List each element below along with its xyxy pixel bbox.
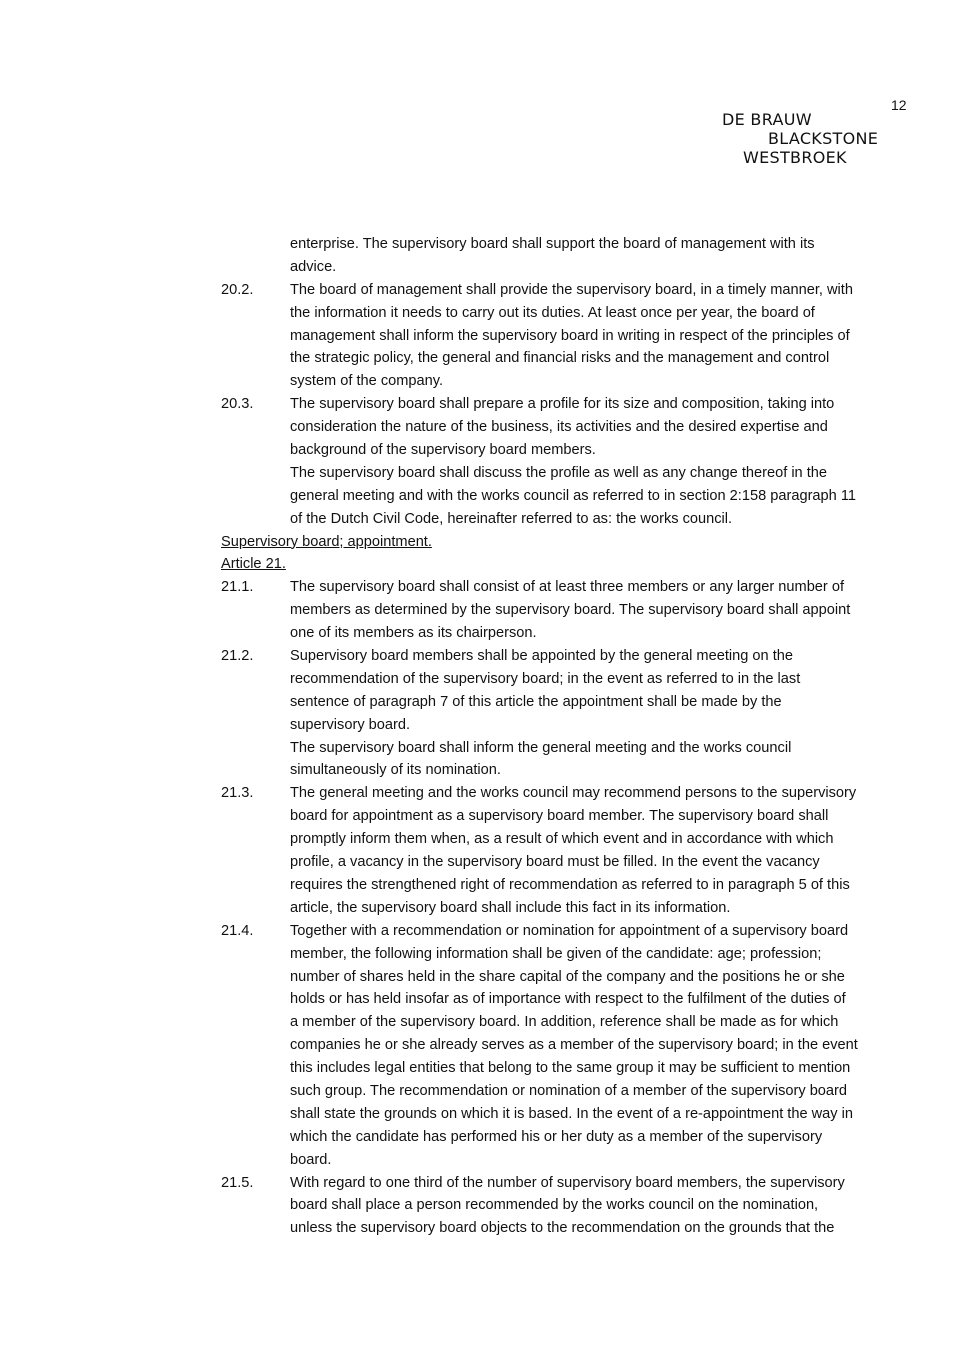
paragraph-text: one of its members as its chairperson. — [290, 625, 537, 642]
paragraph-line — [221, 966, 916, 989]
paragraph-line — [221, 1057, 916, 1080]
paragraph-text: promptly inform them when, as a result of which event and in accordance with which — [290, 831, 834, 848]
paragraph-line — [221, 622, 916, 645]
paragraph-text: a member of the supervisory board. In addition, reference shall be made as for which — [290, 1014, 839, 1031]
paragraph-text: sentence of paragraph 7 of this article the appointment shall be made by the — [290, 693, 782, 710]
paragraph-text: general meeting and with the works council as referred to in section 2:158 paragraph 11 — [290, 487, 856, 504]
paragraph-line — [221, 1080, 916, 1103]
paragraph-number: 21.3. — [221, 785, 254, 802]
paragraph-text: board for appointment as a supervisory board member. The supervisory board shall — [290, 808, 829, 825]
paragraph-line — [221, 370, 916, 393]
paragraph-text: which the candidate has performed his or her duty as a member of the supervisory — [290, 1128, 823, 1145]
paragraph-text: members as determined by the supervisory board. The supervisory board shall appoint — [290, 602, 851, 619]
numbered-paragraph-line — [221, 279, 916, 302]
paragraph-number: 21.1. — [221, 579, 254, 596]
paragraph-line — [221, 485, 916, 508]
paragraph-text: supervisory board. — [290, 716, 411, 733]
paragraph-text: background of the supervisory board members. — [290, 442, 596, 459]
firm-logo — [722, 110, 878, 167]
section-heading-text: Article 21. — [221, 556, 286, 573]
paragraph-line — [221, 1126, 916, 1149]
numbered-paragraph-line — [221, 920, 916, 943]
paragraph-text: The board of management shall provide the supervisory board, in a timely manner, with — [290, 281, 853, 298]
paragraph-text: the information it needs to carry out its duties. At least once per year, the board of — [290, 304, 815, 321]
paragraph-text: With regard to one third of the number of supervisory board members, the supervisory — [290, 1174, 845, 1191]
paragraph-line — [221, 714, 916, 737]
section-heading — [221, 531, 916, 554]
paragraph-line — [221, 874, 916, 897]
paragraph-line — [221, 851, 916, 874]
document-body — [221, 233, 916, 1240]
paragraph-number: 20.2. — [221, 281, 254, 298]
numbered-paragraph-line — [221, 782, 916, 805]
paragraph-text: consideration the nature of the business, its activities and the desired expertise and — [290, 419, 828, 436]
paragraph-line — [221, 439, 916, 462]
paragraph-line — [221, 1194, 916, 1217]
paragraph-line — [221, 805, 916, 828]
paragraph-line — [221, 1011, 916, 1034]
paragraph-text: article, the supervisory board shall include this fact in its information. — [290, 899, 731, 916]
paragraph-text: companies he or she already serves as a member of the supervisory board; in the event — [290, 1037, 858, 1054]
paragraph-number: 21.5. — [221, 1174, 254, 1191]
paragraph-line — [221, 302, 916, 325]
paragraph-text: The general meeting and the works council may recommend persons to the supervisory — [290, 785, 857, 802]
paragraph-text: management shall inform the supervisory board in writing in respect of the principles of — [290, 327, 850, 344]
numbered-paragraph-line — [221, 576, 916, 599]
paragraph-line — [221, 1103, 916, 1126]
paragraph-text: unless the supervisory board objects to the recommendation on the grounds that the — [290, 1220, 835, 1237]
paragraph-line — [221, 233, 916, 256]
section-heading — [221, 553, 916, 576]
paragraph-number: 20.3. — [221, 396, 254, 413]
paragraph-line — [221, 256, 916, 279]
paragraph-line — [221, 347, 916, 370]
paragraph-number: 21.2. — [221, 648, 254, 665]
numbered-paragraph-line — [221, 393, 916, 416]
paragraph-text: board shall place a person recommended by the works council on the nomination, — [290, 1197, 819, 1214]
logo-line-2: BLACKSTONE — [768, 129, 879, 148]
paragraph-line — [221, 759, 916, 782]
paragraph-text: The supervisory board shall discuss the profile as well as any change thereof in the — [290, 464, 828, 481]
paragraph-line — [221, 897, 916, 920]
section-heading-text: Supervisory board; appointment. — [221, 533, 432, 550]
paragraph-line — [221, 1034, 916, 1057]
paragraph-text: holds or has held insofar as of importance with respect to the fulfilment of the duties of — [290, 991, 846, 1008]
paragraph-text: The supervisory board shall inform the general meeting and the works council — [290, 739, 792, 756]
paragraph-line — [221, 1149, 916, 1172]
paragraph-text: shall state the grounds on which it is based. In the event of a re-appointment the way in — [290, 1105, 854, 1122]
paragraph-line — [221, 462, 916, 485]
paragraph-text: recommendation of the supervisory board; in the event as referred to in the last — [290, 670, 801, 687]
paragraph-text: The supervisory board shall prepare a profile for its size and composition, taking into — [290, 396, 835, 413]
paragraph-number: 21.4. — [221, 922, 254, 939]
paragraph-line — [221, 416, 916, 439]
paragraph-line — [221, 691, 916, 714]
paragraph-line — [221, 668, 916, 691]
paragraph-line — [221, 599, 916, 622]
paragraph-line — [221, 1217, 916, 1240]
paragraph-text: Together with a recommendation or nomination for appointment of a supervisory board — [290, 922, 849, 939]
paragraph-line — [221, 325, 916, 348]
paragraph-text: of the Dutch Civil Code, hereinafter referred to as: the works council. — [290, 510, 733, 527]
numbered-paragraph-line — [221, 645, 916, 668]
paragraph-text: this includes legal entities that belong to the same group it may be sufficient to mention — [290, 1060, 851, 1077]
paragraph-line — [221, 508, 916, 531]
paragraph-text: number of shares held in the share capital of the company and the positions he or she — [290, 968, 845, 985]
paragraph-text: requires the strengthened right of recommendation as referred to in paragraph 5 of this — [290, 876, 850, 893]
logo-line-1: DE BRAUW — [722, 110, 812, 129]
paragraph-text: enterprise. The supervisory board shall support the board of management with its — [290, 236, 815, 252]
paragraph-text: Supervisory board members shall be appointed by the general meeting on the — [290, 648, 793, 665]
paragraph-text: system of the company. — [290, 373, 444, 390]
paragraph-line — [221, 943, 916, 966]
paragraph-line — [221, 737, 916, 760]
paragraph-text: advice. — [290, 258, 337, 275]
logo-line-3: WESTBROEK — [743, 148, 847, 167]
paragraph-text: profile, a vacancy in the supervisory board must be filled. In the event the vacancy — [290, 854, 820, 871]
paragraph-text: The supervisory board shall consist of at least three members or any larger number of — [290, 579, 845, 596]
paragraph-text: the strategic policy, the general and financial risks and the management and control — [290, 350, 830, 367]
paragraph-line — [221, 988, 916, 1011]
paragraph-text: member, the following information shall be given of the candidate: age; profession; — [290, 945, 822, 962]
paragraph-line — [221, 828, 916, 851]
paragraph-text: simultaneously of its nomination. — [290, 762, 501, 779]
paragraph-text: board. — [290, 1151, 332, 1168]
page-number: 12 — [891, 97, 907, 113]
numbered-paragraph-line — [221, 1172, 916, 1195]
paragraph-text: such group. The recommendation or nomination of a member of the supervisory board — [290, 1082, 848, 1099]
